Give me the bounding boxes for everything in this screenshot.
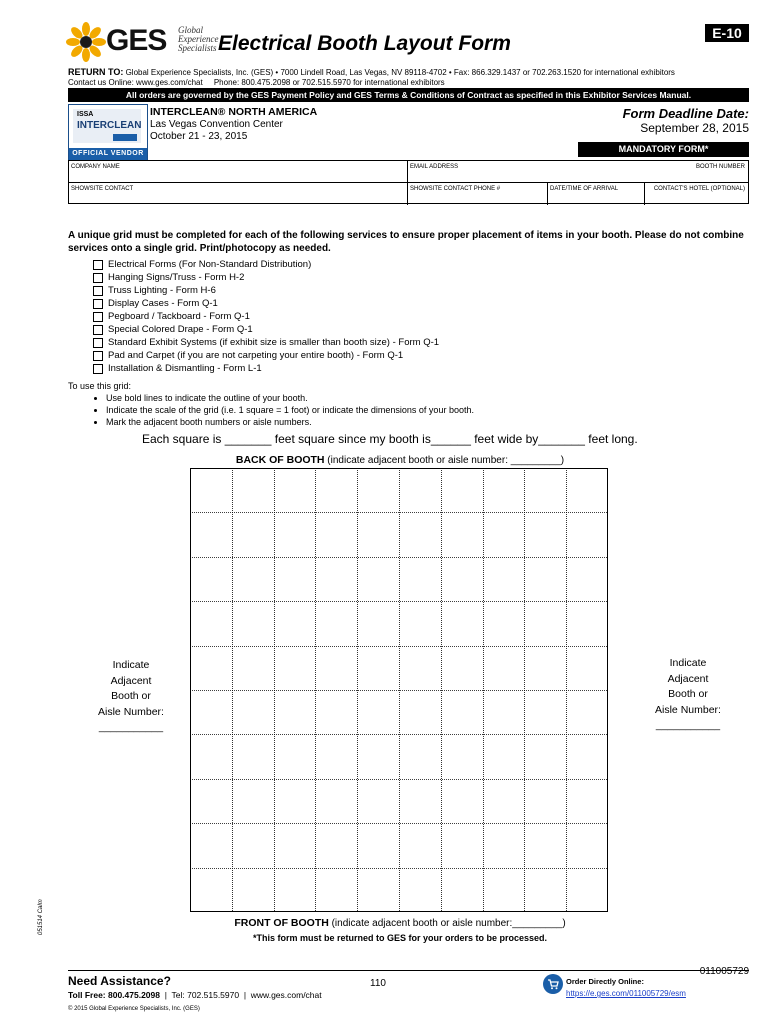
use-grid-bullet: • Mark the adjacent booth numbers or aisle numbers. [106,416,474,428]
services-checklist [93,258,439,375]
return-to-block [68,67,675,88]
grid-instructions: A unique grid must be completed for each of the following services to ensure proper placement of items in your booth. Please do not combine services onto a single grid. Print/photocopy as needed. [68,230,744,254]
deadline-label: Form Deadline Date: [622,106,749,121]
service-checkbox[interactable] [93,299,103,309]
return-note: *This form must be returned to GES for your orders to be processed. [252,933,548,943]
email-address-field[interactable]: EMAIL ADDRESS [410,164,459,170]
contact-online: Contact us Online: www.ges.com/chat Phone: 800.475.2098 or 702.515.5970 for international exhibitors [68,78,445,87]
toll-free: Toll Free: 800.475.2098 [68,990,160,1000]
form-title: Electrical Booth Layout Form [218,32,511,55]
form-deadline [623,106,749,135]
use-grid-bullet: • Indicate the scale of the grid (i.e. 1 square = 1 foot) or indicate the dimensions of your booth. [106,404,474,416]
show-info [150,106,317,144]
adjacent-booth-right: Indicate Adjacent Booth or Aisle Number: ___________ [655,657,721,731]
document-number: 011005729 [699,966,749,977]
order-online-label: Order Directly Online: [566,977,644,986]
use-grid-bullet: • Use bold lines to indicate the outline of your booth. [106,392,474,404]
service-checkbox[interactable] [93,286,103,296]
ges-logo-text: GES [106,24,167,57]
service-checkbox[interactable] [93,364,103,374]
service-item: Electrical Forms (For Non-Standard Distribution) [93,258,439,271]
tel: Tel: 702.515.5970 [171,990,240,1000]
service-item: Truss Lighting - Form H-6 [93,284,439,297]
booth-number-field[interactable]: BOOTH NUMBER [695,164,745,170]
service-item: Pegboard / Tackboard - Form Q-1 [93,310,439,323]
return-address: Global Experience Specialists, Inc. (GES) • 7000 Lindell Road, Las Vegas, NV 89118-4702 • Fax: 866.329.1437 or 702.263.1520 for international exhibitors [125,68,675,77]
return-to-label: RETURN TO: [68,67,124,77]
shopping-cart-icon [543,974,563,994]
booth-layout-grid[interactable] [190,468,608,912]
service-item: Display Cases - Form Q-1 [93,297,439,310]
service-item: Pad and Carpet (if you are not carpeting your entire booth) - Form Q-1 [93,349,439,362]
form-code-badge: E-10 [705,24,749,42]
back-of-booth-label: BACK OF BOOTH (indicate adjacent booth or aisle number: _________) [235,454,565,466]
side-code: 051514 Calm [38,899,44,935]
company-name-field[interactable]: COMPANY NAME [71,164,120,170]
grid-frame [191,469,608,912]
contact-fields-table [68,160,749,204]
service-item: Installation & Dismantling - Form L-1 [93,362,439,375]
page-number: 110 [370,978,386,989]
front-of-booth-label: FRONT OF BOOTH (indicate adjacent booth or aisle number:_________) [234,917,566,929]
service-checkbox[interactable] [93,312,103,322]
service-checkbox[interactable] [93,273,103,283]
adjacent-booth-left: Indicate Adjacent Booth or Aisle Number: ___________ [98,659,164,733]
ges-flower-icon [64,20,108,64]
hotel-field[interactable]: CONTACT'S HOTEL (OPTIONAL) [653,186,745,192]
showsite-phone-field[interactable]: SHOWSITE CONTACT PHONE # [410,186,501,192]
show-venue: Las Vegas Convention Center [150,118,283,130]
ges-logo [64,20,219,64]
mandatory-form-badge: MANDATORY FORM* [578,142,749,157]
use-grid-heading: To use this grid: [68,381,132,391]
official-vendor-badge: ISSA INTERCLEAN OFFICIAL VENDOR [68,104,148,161]
service-item: Special Colored Drape - Form Q-1 [93,323,439,336]
use-grid-instructions [68,380,474,428]
service-checkbox[interactable] [93,325,103,335]
show-name: INTERCLEAN® NORTH AMERICA [150,106,318,118]
show-dates: October 21 - 23, 2015 [150,131,248,142]
showsite-contact-field[interactable]: SHOWSITE CONTACT [71,186,134,192]
copyright: © 2015 Global Experience Specialists, Inc. (GES) [68,1006,200,1012]
web-chat-link[interactable]: www.ges.com/chat [250,990,322,1000]
arrival-field[interactable]: DATE/TIME OF ARRIVAL [550,186,619,192]
scale-line[interactable]: Each square is _______ feet square since my booth is______ feet wide by_______ feet long. [142,432,638,446]
ges-logo-tagline: Global Experience Specialists [178,25,219,53]
order-online-link[interactable]: https://e.ges.com/011005729/esm [566,989,686,998]
service-checkbox[interactable] [93,351,103,361]
service-checkbox[interactable] [93,338,103,348]
deadline-date: September 28, 2015 [640,121,749,135]
footer-divider [68,970,749,971]
service-checkbox[interactable] [93,260,103,270]
orders-notice-bar: All orders are governed by the GES Payment Policy and GES Terms & Conditions of Contract as specified in this Exhibitor Services Manual. [68,88,749,102]
service-item: Standard Exhibit Systems (if exhibit size is smaller than booth size) - Form Q-1 [93,336,439,349]
need-assistance-heading: Need Assistance? [68,974,171,988]
footer-contact: Toll Free: 800.475.2098 | Tel: 702.515.5970 | www.ges.com/chat [68,990,322,1000]
service-item: Hanging Signs/Truss - Form H-2 [93,271,439,284]
